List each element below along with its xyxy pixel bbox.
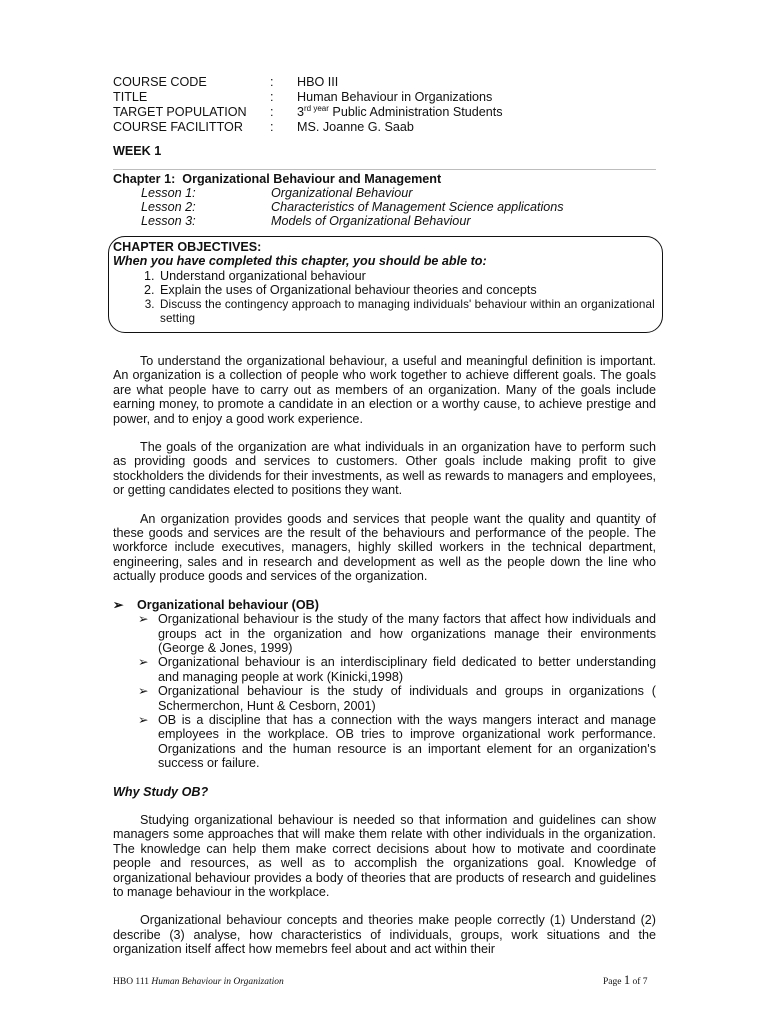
list-item	[138, 713, 656, 771]
paragraph: An organization provides goods and services that people want the quality and quantity of these goods and services are the result of the behaviours and performance of the people. The workforce include executives, managers, highly skilled workers in the technical department, engineering, sales and in research and development as well as the people down the line who actually produce goods and services of the organization.	[113, 511, 656, 584]
objectives-subheading: When you have completed this chapter, you should be able to:	[113, 254, 487, 269]
course-info	[113, 75, 673, 135]
page-number	[603, 973, 648, 989]
lesson-row	[113, 186, 673, 200]
objectives-heading: CHAPTER OBJECTIVES:	[113, 240, 262, 254]
paragraph: Organizational behaviour concepts and theories make people correctly (1) Understand (2) describe (3) analyse, how characteristics of individuals, groups, work situations and the organization itself affect how memebrs feel about and act within their	[113, 913, 656, 957]
target-population-value	[297, 105, 503, 120]
chapter-objectives	[113, 240, 658, 326]
objectives-list	[113, 269, 658, 327]
chapter-block	[113, 172, 673, 228]
list-item-text: Organizational behaviour is the study of individuals and groups in organizations ( Schermerchon, Hunt & Cesborn, 2001)	[158, 684, 656, 713]
target-population-label: TARGET POPULATION	[113, 105, 247, 119]
week-heading: WEEK 1	[113, 144, 162, 158]
arrow-bullet-icon: ➢	[138, 712, 149, 727]
course-code-label: COURSE CODE	[113, 75, 207, 89]
page-of: of 7	[632, 977, 648, 987]
facilitator-value: MS. Joanne G. Saab	[297, 120, 414, 134]
list-item-text: Organizational behaviour is an interdisciplinary field dedicated to better understanding and managing people at work (Kinicki,1998)	[158, 655, 656, 684]
lesson-title: Organizational Behaviour	[271, 186, 413, 201]
list-item-text: OB is a discipline that has a connection with the ways mangers interact and manage employees in the workplace. OB tries to improve organizational work performance. Organizations and the human resource is an important element for an organization's success or failure.	[158, 712, 656, 771]
arrow-bullet-icon: ➢	[138, 612, 149, 627]
paragraph: The goals of the organization are what individuals in an organization have to perform such as providing goods and services to customers. Other goals include making profit to give stockholders the dividends for their investments, as well as rewards to managers and employees, or getting candidates elected to positions they want.	[113, 440, 656, 498]
year-number: 3	[297, 105, 305, 119]
arrow-bullet-icon: ➢	[138, 684, 149, 699]
footer-code: HBO 111	[113, 977, 149, 987]
ob-heading-text: Organizational behaviour (OB)	[137, 597, 319, 612]
lesson-row	[113, 200, 673, 214]
divider	[113, 169, 656, 170]
lesson-title: Characteristics of Management Science applications	[271, 200, 564, 215]
list-item	[138, 612, 656, 655]
arrow-bullet-icon: ➢	[138, 655, 149, 670]
colon: :	[270, 90, 274, 104]
list-item	[138, 684, 656, 713]
ob-definitions-list	[113, 612, 656, 770]
colon: :	[270, 75, 274, 89]
population-text: Public Administration Students	[328, 105, 503, 119]
lesson-title: Models of Organizational Behaviour	[271, 214, 471, 229]
year-superscript: rd year	[304, 103, 329, 113]
lesson-row	[113, 214, 673, 228]
colon: :	[270, 105, 274, 119]
ob-heading	[113, 598, 656, 612]
facilitator-label: COURSE FACILITTOR	[113, 120, 243, 134]
list-item-text: Organizational behaviour is the study of the many factors that affect how individuals and groups act in the organization and how organizations manage their environments (George & Jones, 1999)	[158, 612, 656, 655]
chapter-title: Chapter 1: Organizational Behaviour and Management	[113, 172, 442, 186]
footer-course	[113, 975, 284, 989]
target-population-row	[113, 105, 673, 120]
paragraph: To understand the organizational behaviour, a useful and meaningful definition is important. An organization is a collection of people who work together to achieve different goals. The goals are what people have to carry out as members of an organization. Many of the goals include earning money, to promote a candidate in an election or a worthy cause, to achieve prestige and power, and to enjoy a good work experience.	[113, 354, 656, 426]
course-code-value: HBO III	[297, 75, 339, 89]
objective-item: 2. Explain the uses of Organizational behaviour theories and concepts	[158, 283, 658, 297]
facilitator-row	[113, 120, 673, 135]
title-value: Human Behaviour in Organizations	[297, 90, 493, 104]
footer-title: Human Behaviour in Organization	[151, 977, 284, 987]
colon: :	[270, 120, 274, 134]
lesson-label: Lesson 3:	[141, 214, 196, 229]
lesson-label: Lesson 1:	[141, 186, 196, 201]
objective-item: 3. Discuss the contingency approach to managing individuals' behaviour within an organizational setting	[158, 298, 658, 327]
page-num: 1	[623, 973, 631, 987]
body-text	[113, 354, 656, 971]
title-label: TITLE	[113, 90, 148, 104]
objective-item: 1. Understand organizational behaviour	[158, 269, 658, 283]
why-study-heading: Why Study OB?	[113, 784, 209, 799]
title-row	[113, 90, 673, 105]
page-label: Page	[603, 977, 622, 987]
course-code-row	[113, 75, 673, 90]
lesson-label: Lesson 2:	[141, 200, 196, 215]
list-item	[138, 655, 656, 684]
paragraph: Studying organizational behaviour is needed so that information and guidelines can show managers some approaches that will make them relate with other individuals in the organization. The knowledge can help them make correct decisions about how to motivate and coordinate people and resources, as well as to accomplish the organizations goal. Knowledge of organizational behaviour provides a body of theories that are products of research and guidelines to manage behaviour in the workplace.	[113, 812, 656, 899]
arrow-bullet-icon: ➢	[113, 597, 124, 612]
